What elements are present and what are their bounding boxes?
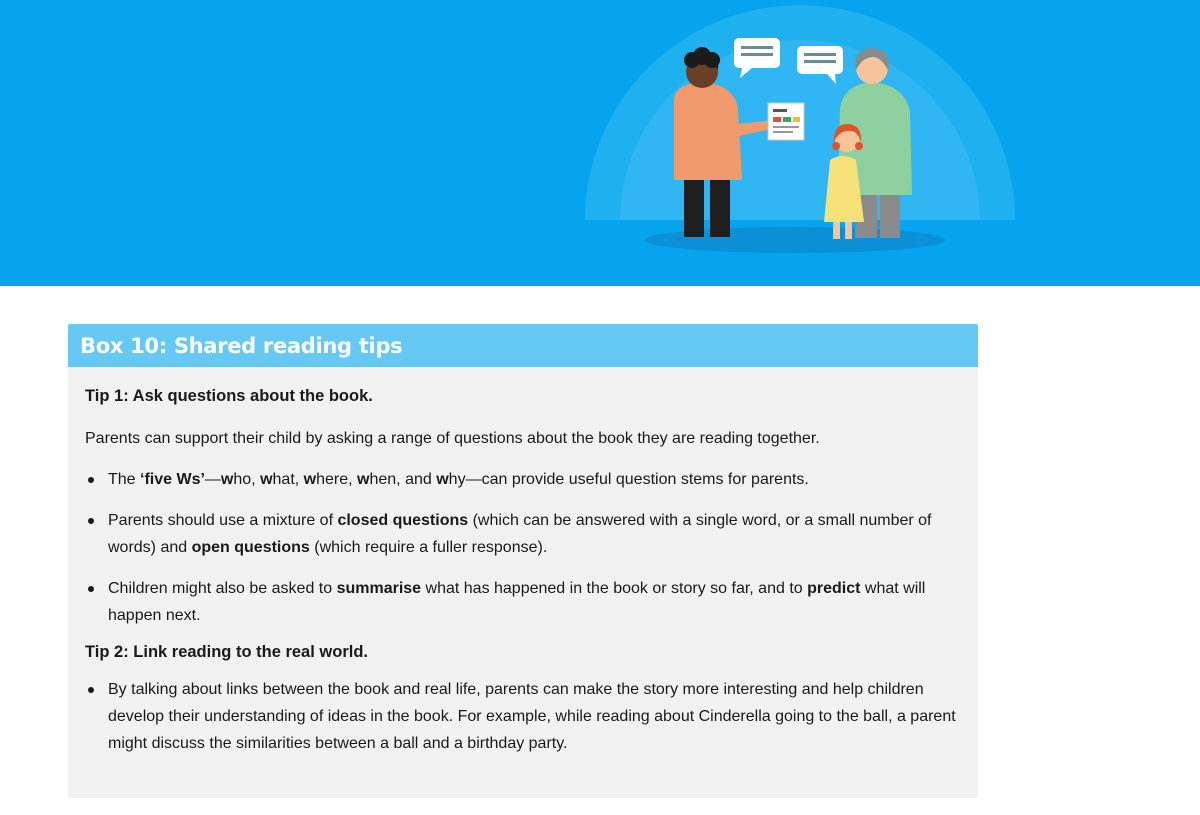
tip-1-list [85,466,960,629]
text-run: what will happen next. [108,580,926,624]
text-run: hat, [272,471,304,488]
text-run: By talking about links between the book and real life, parents can make the story more interesting and help children develop their understanding of ideas in the book. For example, while reading about Cinderella going to the ball, a parent might discuss the similarities between a ball and a birthday party. [108,681,956,752]
box-body [68,367,978,757]
tip-1-heading: Tip 1: Ask questions about the book. [85,387,373,405]
box-title: Box 10: Shared reading tips [80,333,403,358]
list-item [85,466,960,493]
header-banner [0,0,1200,286]
parents-and-child-reading-illustration [0,0,1200,286]
text-run: — [204,471,221,488]
book-icon [768,103,804,140]
bold-text: w [436,471,449,488]
list-item [85,507,960,561]
bold-text: w [357,471,370,488]
bold-text: predict [807,580,861,597]
bold-text: w [260,471,273,488]
bold-text: w [303,471,317,488]
text-run: Parents should use a mixture of [108,512,338,529]
text-run: Children might also be asked to [108,580,337,597]
text-run: The [108,471,141,488]
box-header [68,324,978,367]
shared-reading-tips-box [68,324,978,798]
bold-text: w [220,471,234,488]
text-run: here, [316,471,358,488]
text-run: hen, and [369,471,437,488]
tip-2-heading: Tip 2: Link reading to the real world. [85,643,368,661]
text-run: hy—can provide useful question stems for parents. [448,471,809,488]
bold-text: ‘five Ws’ [140,471,205,488]
text-run: (which can be answered with a single word, or a small number of words) and [108,512,932,556]
bold-text: open questions [191,539,310,556]
bold-text: closed questions [337,512,469,529]
tip-2-list [85,676,960,757]
text-run: (which require a fuller response). [309,539,548,556]
list-item [85,575,960,629]
list-item [85,676,960,757]
text-run: what has happened in the book or story so far, and to [421,580,808,597]
bold-text: summarise [336,580,422,597]
tip-1-intro: Parents can support their child by asking a range of questions about the book they are reading together. [85,430,820,447]
text-run: ho, [233,471,261,488]
